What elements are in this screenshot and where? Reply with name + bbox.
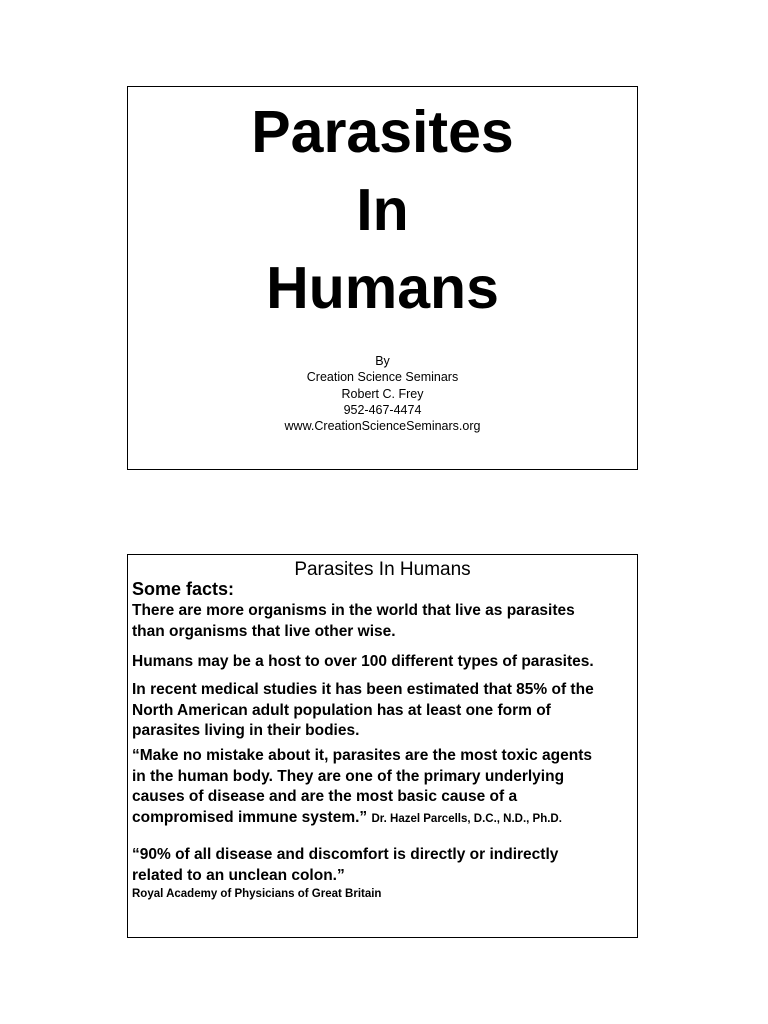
- byline-author: Robert C. Frey: [341, 386, 424, 401]
- fact-1-line-1: There are more organisms in the world that live as parasites: [132, 602, 575, 619]
- quote-1-line-2: in the human body. They are one of the primary underlying: [132, 767, 565, 785]
- quote-1-attribution: Dr. Hazel Parcells, D.C., N.D., Ph.D.: [371, 812, 562, 825]
- fact-3-line-3: parasites living in their bodies.: [132, 722, 360, 739]
- fact-paragraph-1: [132, 601, 575, 642]
- fact-3-line-2: North American adult population has at least one form of: [132, 701, 551, 719]
- fact-2-line-1: Humans may be a host to over 100 different types of parasites.: [132, 653, 594, 670]
- fact-paragraph-2: [132, 652, 594, 673]
- title-slide: [127, 86, 638, 470]
- quote-paragraph-2: [132, 845, 558, 902]
- quote-2-line-1: “90% of all disease and discomfort is directly or indirectly: [132, 846, 559, 863]
- byline-organization: Creation Science Seminars: [306, 370, 459, 385]
- quote-1-line-3: causes of disease and are the most basic cause of a: [132, 788, 518, 805]
- fact-1-line-2: than organisms that live other wise.: [132, 622, 396, 640]
- quote-1-line-4-text: compromised immune system.”: [132, 808, 368, 826]
- slide-title-line-2: In: [356, 177, 409, 243]
- facts-slide: [127, 554, 638, 938]
- quote-1-line-4: [132, 808, 592, 830]
- byline-phone: 952-467-4474: [343, 402, 422, 417]
- slide-title-line-1: Parasites: [251, 99, 514, 165]
- fact-3-line-1: In recent medical studies it has been estimated that 85% of the: [132, 681, 594, 698]
- byline: [128, 353, 637, 434]
- quote-2-line-2: related to an unclean colon.”: [132, 866, 345, 884]
- quote-1-line-1: “Make no mistake about it, parasites are the most toxic agents: [132, 747, 592, 764]
- fact-paragraph-3: [132, 680, 594, 742]
- slide-title-line-3: Humans: [266, 255, 499, 321]
- byline-by: By: [375, 354, 390, 368]
- slide-title: Parasites In Humans: [294, 559, 471, 580]
- quote-2-attribution: Royal Academy of Physicians of Great Britain: [132, 888, 382, 900]
- quote-paragraph-1: [132, 746, 592, 829]
- byline-website: www.CreationScienceSeminars.org: [284, 419, 481, 434]
- slide-subtitle: Some facts:: [132, 579, 235, 599]
